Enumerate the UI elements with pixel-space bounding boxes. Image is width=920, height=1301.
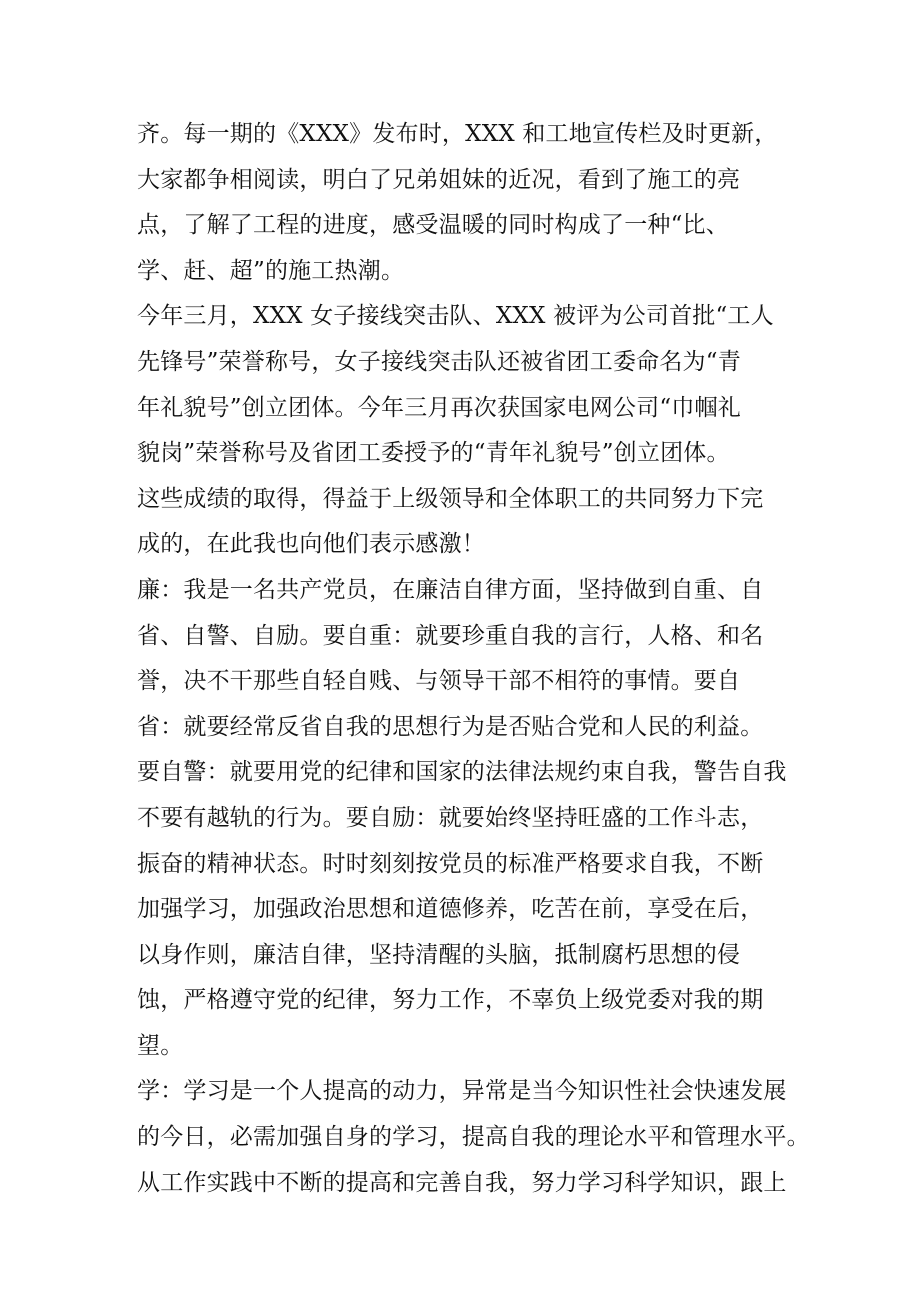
text-line: 廉：我是一名共产党员，在廉洁自律方面，坚持做到自重、自 [137, 576, 764, 603]
text-line: 成的，在此我也向他们表示感激！ [137, 531, 485, 558]
text-line: 省、自警、自励。要自重：就要珍重自我的言行，人格、和名 [137, 622, 764, 649]
text-line: 从工作实践中不断的提高和完善自我，努力学习科学知识，跟上 [137, 1169, 787, 1196]
text-line: 貌岗”荣誉称号及省团工委授予的“青年礼貌号”创立团体。 [137, 440, 730, 467]
text-line: 先锋号”荣誉称号，女子接线突击队还被省团工委命名为“青 [137, 348, 741, 375]
text-line: 齐。每一期的《XXX》发布时，XXX 和工地宣传栏及时更新， [137, 121, 778, 147]
text-line: 不要有越轨的行为。要自励：就要始终坚持旺盛的工作斗志， [137, 804, 764, 831]
text-line: 以身作则，廉洁自律，坚持清醒的头脑，抵制腐朽思想的侵 [137, 941, 741, 968]
text-line: 大家都争相阅读，明白了兄弟姐妹的近况，看到了施工的亮 [137, 166, 741, 193]
body-text [137, 112, 810, 1206]
text-line: 省：就要经常反省自我的思想行为是否贴合党和人民的利益。 [137, 713, 764, 740]
text-line: 这些成绩的取得，得益于上级领导和全体职工的共同努力下完 [137, 485, 764, 512]
text-line: 蚀，严格遵守党的纪律，努力工作，不辜负上级党委对我的期 [137, 987, 764, 1014]
text-line: 点，了解了工程的进度，感受温暖的同时构成了一种“比、 [137, 212, 729, 239]
text-line: 要自警：就要用党的纪律和国家的法律法规约束自我，警告自我 [137, 759, 787, 786]
text-line: 学、赶、超”的施工热潮。 [137, 257, 405, 284]
text-line: 年礼貌号”创立团体。今年三月再次获国家电网公司“巾帼礼 [137, 394, 741, 421]
text-line: 学：学习是一个人提高的动力，异常是当今知识性社会快速发展 [137, 1078, 787, 1105]
text-line: 今年三月，XXX 女子接线突击队、XXX 被评为公司首批“工人 [137, 303, 774, 330]
text-line: 振奋的精神状态。时时刻刻按党员的标准严格要求自我，不断 [137, 850, 764, 877]
text-line: 誉，决不干那些自轻自贱、与领导干部不相符的事情。要自 [137, 668, 741, 695]
text-line: 望。 [137, 1032, 184, 1059]
text-line: 的今日，必需加强自身的学习，提高自我的理论水平和管理水平。 [137, 1124, 810, 1151]
text-line: 加强学习，加强政治思想和道德修养，吃苦在前，享受在后， [137, 896, 764, 923]
